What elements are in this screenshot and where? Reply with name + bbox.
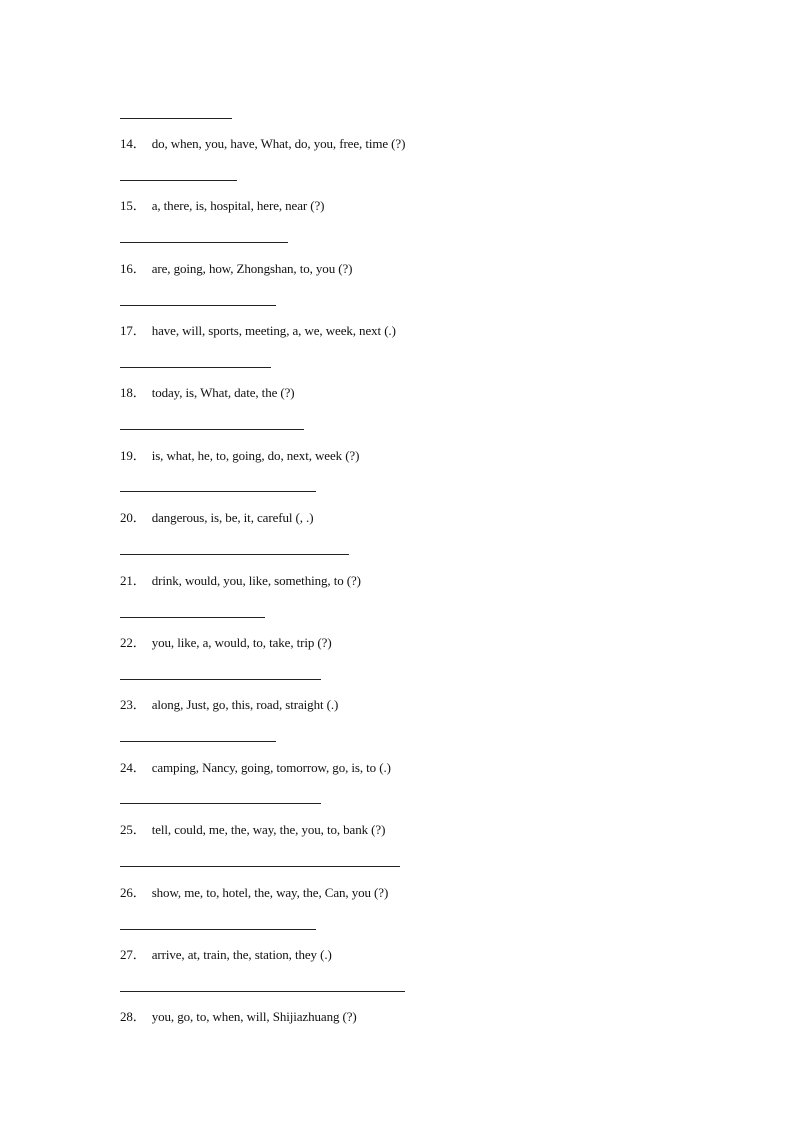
answer-line-18 [120, 429, 304, 430]
question-text: camping, Nancy, going, tomorrow, go, is, to (.) [151, 760, 391, 775]
question-text: dangerous, is, be, it, careful (, .) [151, 510, 314, 525]
answer-line-17 [120, 367, 271, 368]
question-26 [120, 885, 388, 901]
question-23 [120, 697, 338, 713]
answer-line-24 [120, 803, 321, 804]
question-text: do, when, you, have, What, do, you, free, time (?) [151, 136, 406, 151]
question-text: along, Just, go, this, road, straight (.) [151, 697, 339, 712]
question-text: is, what, he, to, going, do, next, week (?) [151, 448, 360, 463]
question-number: 19． [120, 448, 146, 463]
question-text: drink, would, you, like, something, to (?) [151, 573, 361, 588]
question-24 [120, 760, 391, 776]
question-number: 23． [120, 697, 146, 712]
question-19 [120, 448, 359, 464]
question-number: 14． [120, 136, 146, 151]
answer-line-22 [120, 679, 321, 680]
question-28 [120, 1009, 357, 1025]
question-number: 24． [120, 760, 146, 775]
question-number: 27． [120, 947, 146, 962]
question-27 [120, 947, 332, 963]
question-text: arrive, at, train, the, station, they (.) [151, 947, 332, 962]
question-16 [120, 261, 352, 277]
question-number: 15． [120, 198, 146, 213]
question-20 [120, 510, 313, 526]
question-21 [120, 573, 361, 589]
question-text: tell, could, me, the, way, the, you, to, bank (?) [151, 822, 386, 837]
question-number: 17． [120, 323, 146, 338]
question-17 [120, 323, 396, 339]
answer-line-16 [120, 305, 276, 306]
question-number: 20． [120, 510, 146, 525]
question-number: 26． [120, 885, 146, 900]
question-text: a, there, is, hospital, here, near (?) [151, 198, 325, 213]
answer-line-20 [120, 554, 349, 555]
answer-line-14 [120, 180, 237, 181]
question-number: 28． [120, 1009, 146, 1024]
question-number: 16． [120, 261, 146, 276]
question-14 [120, 136, 405, 152]
answer-line-25 [120, 866, 400, 867]
question-number: 22． [120, 635, 146, 650]
question-number: 25． [120, 822, 146, 837]
question-text: are, going, how, Zhongshan, to, you (?) [151, 261, 353, 276]
question-15 [120, 198, 324, 214]
answer-line-23 [120, 741, 276, 742]
answer-line-19 [120, 491, 316, 492]
question-25 [120, 822, 385, 838]
question-text: you, go, to, when, will, Shijiazhuang (?) [151, 1009, 357, 1024]
answer-line-26 [120, 929, 316, 930]
question-number: 21． [120, 573, 146, 588]
answer-line-27 [120, 991, 405, 992]
question-18 [120, 385, 295, 401]
answer-line-21 [120, 617, 265, 618]
question-22 [120, 635, 332, 651]
question-number: 18． [120, 385, 146, 400]
question-text: today, is, What, date, the (?) [151, 385, 295, 400]
question-text: you, like, a, would, to, take, trip (?) [151, 635, 332, 650]
question-text: show, me, to, hotel, the, way, the, Can, you (?) [151, 885, 389, 900]
question-text: have, will, sports, meeting, a, we, week, next (.) [151, 323, 396, 338]
answer-line-15 [120, 242, 288, 243]
answer-line-13 [120, 118, 232, 119]
